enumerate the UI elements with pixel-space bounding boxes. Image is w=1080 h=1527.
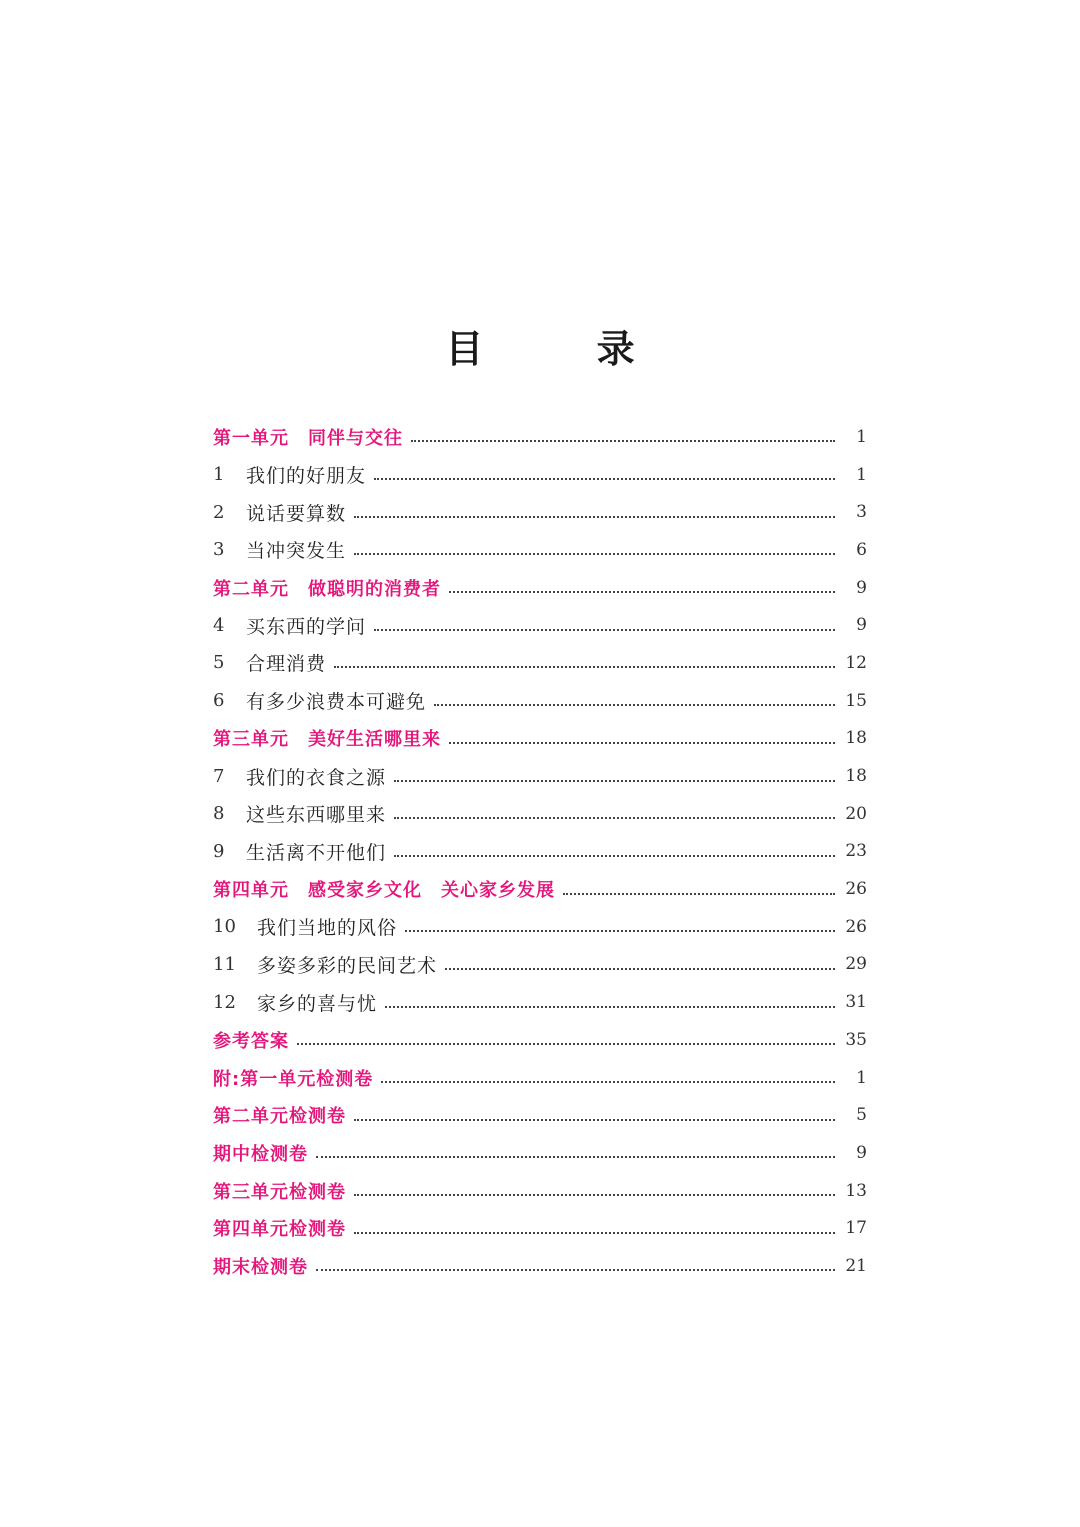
page-number: 3 <box>856 502 867 523</box>
toc-entry-label-group <box>213 800 386 827</box>
toc-entry-label-group <box>213 725 441 751</box>
dot-leader <box>374 477 835 480</box>
page-number: 15 <box>845 690 867 711</box>
page-number: 17 <box>845 1218 867 1239</box>
lesson-title: 当冲突发生 <box>246 540 347 563</box>
dot-leader <box>354 1118 835 1121</box>
toc-lesson-entry <box>213 531 867 569</box>
dot-leader <box>316 1155 835 1158</box>
dot-leader <box>385 1005 835 1008</box>
lesson-number: 9 <box>213 840 225 862</box>
dot-leader <box>394 854 835 857</box>
lesson-number: 3 <box>213 539 225 561</box>
toc-entry-label-group <box>213 1140 308 1166</box>
lesson-number: 10 <box>213 916 236 938</box>
toc-entry-label-group <box>213 1065 373 1091</box>
toc-entry-label-group <box>213 913 397 940</box>
toc-lesson-entry <box>213 983 867 1021</box>
toc-lesson-entry <box>213 493 867 531</box>
dot-leader <box>316 1268 835 1271</box>
page-number: 31 <box>845 992 867 1013</box>
toc-entry-label-group <box>213 424 403 450</box>
lesson-title: 说话要算数 <box>246 502 347 525</box>
dot-leader <box>394 779 835 782</box>
unit-title: 参考答案 <box>213 1030 289 1052</box>
toc-unit-heading <box>213 720 867 758</box>
dot-leader <box>374 628 835 631</box>
lesson-title: 生活离不开他们 <box>246 841 387 864</box>
dot-leader <box>381 1080 835 1083</box>
lesson-title: 我们的好朋友 <box>246 465 367 488</box>
toc-entry-label-group <box>213 536 346 563</box>
page-title: 目 录 <box>445 327 685 371</box>
dot-leader <box>297 1042 835 1045</box>
dot-leader <box>354 1193 835 1196</box>
toc-entry-label-group <box>213 763 386 790</box>
page-number: 18 <box>845 766 867 787</box>
toc-entry-label-group <box>213 876 555 902</box>
page-number: 18 <box>845 728 867 749</box>
unit-title: 第三单元检测卷 <box>213 1181 346 1203</box>
unit-title: 第四单元检测卷 <box>213 1219 346 1241</box>
toc-lesson-entry <box>213 757 867 795</box>
lesson-number: 4 <box>213 614 225 636</box>
dot-leader <box>411 439 835 442</box>
lesson-number: 1 <box>213 464 225 486</box>
dot-leader <box>434 703 835 706</box>
toc-entry-label-group <box>213 951 437 978</box>
page-number: 26 <box>845 879 867 900</box>
toc-unit-heading <box>213 569 867 607</box>
toc-unit-heading <box>213 1247 867 1285</box>
toc-entry-label-group <box>213 687 426 714</box>
dot-leader <box>445 967 835 970</box>
dot-leader <box>563 892 835 895</box>
unit-title: 第三单元 美好生活哪里来 <box>213 729 441 751</box>
page-number: 35 <box>845 1029 867 1050</box>
page-number: 23 <box>845 841 867 862</box>
toc-lesson-entry <box>213 946 867 984</box>
toc-unit-heading <box>213 1172 867 1210</box>
lesson-title: 多姿多彩的民间艺术 <box>257 954 438 977</box>
page-number: 20 <box>845 803 867 824</box>
toc-entry-label-group <box>213 575 441 601</box>
lesson-number: 12 <box>213 991 236 1013</box>
toc-entry-label-group <box>213 461 366 488</box>
page-number: 12 <box>845 652 867 673</box>
lesson-title: 家乡的喜与忧 <box>257 992 378 1015</box>
toc-lesson-entry <box>213 908 867 946</box>
unit-title: 第二单元检测卷 <box>213 1106 346 1128</box>
lesson-number: 2 <box>213 501 225 523</box>
dot-leader <box>405 929 835 932</box>
page-number: 1 <box>856 1067 867 1088</box>
toc-unit-heading <box>213 1021 867 1059</box>
toc-unit-heading <box>213 1134 867 1172</box>
toc-entry-label-group <box>213 499 346 526</box>
dot-leader <box>354 1231 835 1234</box>
unit-title: 期中检测卷 <box>213 1143 308 1165</box>
lesson-number: 5 <box>213 652 225 674</box>
toc-unit-heading <box>213 1096 867 1134</box>
toc-entry-label-group <box>213 989 377 1016</box>
toc-entry-label-group <box>213 1215 346 1241</box>
unit-title: 附:第一单元检测卷 <box>213 1068 374 1090</box>
toc-unit-heading <box>213 418 867 456</box>
lesson-number: 7 <box>213 765 225 787</box>
table-of-contents <box>213 418 867 1285</box>
lesson-number: 6 <box>213 690 225 712</box>
toc-lesson-entry <box>213 644 867 682</box>
toc-entry-label-group <box>213 649 326 676</box>
toc-lesson-entry <box>213 833 867 871</box>
lesson-title: 我们当地的风俗 <box>257 917 398 940</box>
unit-title: 第四单元 感受家乡文化 关心家乡发展 <box>213 880 555 902</box>
lesson-title: 有多少浪费本可避免 <box>246 691 427 714</box>
toc-unit-heading <box>213 870 867 908</box>
page-number: 13 <box>845 1180 867 1201</box>
dot-leader <box>449 741 835 744</box>
toc-unit-heading <box>213 1059 867 1097</box>
dot-leader <box>394 816 835 819</box>
toc-unit-heading <box>213 1209 867 1247</box>
toc-entry-label-group <box>213 1178 346 1204</box>
page-number: 5 <box>856 1105 867 1126</box>
lesson-title: 买东西的学问 <box>246 615 367 638</box>
page-number: 26 <box>845 916 867 937</box>
page-number: 9 <box>856 615 867 636</box>
lesson-number: 11 <box>213 953 236 975</box>
unit-title: 第一单元 同伴与交往 <box>213 427 403 449</box>
dot-leader <box>449 590 835 593</box>
toc-entry-label-group <box>213 1102 346 1128</box>
page-number: 1 <box>856 464 867 485</box>
toc-lesson-entry <box>213 456 867 494</box>
unit-title: 第二单元 做聪明的消费者 <box>213 578 441 600</box>
toc-entry-label-group <box>213 1253 308 1279</box>
page-number: 6 <box>856 539 867 560</box>
page-number: 29 <box>845 954 867 975</box>
toc-lesson-entry <box>213 606 867 644</box>
dot-leader <box>354 515 835 518</box>
lesson-number: 8 <box>213 803 225 825</box>
page-number: 9 <box>856 1142 867 1163</box>
toc-entry-label-group <box>213 1027 289 1053</box>
dot-leader <box>354 552 835 555</box>
toc-lesson-entry <box>213 795 867 833</box>
toc-entry-label-group <box>213 838 386 865</box>
lesson-title: 我们的衣食之源 <box>246 766 387 789</box>
toc-lesson-entry <box>213 682 867 720</box>
lesson-title: 这些东西哪里来 <box>246 804 387 827</box>
dot-leader <box>334 665 835 668</box>
page-number: 21 <box>845 1255 867 1276</box>
lesson-title: 合理消费 <box>246 653 327 676</box>
page-number: 1 <box>856 426 867 447</box>
toc-entry-label-group <box>213 612 366 639</box>
page-number: 9 <box>856 577 867 598</box>
unit-title: 期末检测卷 <box>213 1256 308 1278</box>
